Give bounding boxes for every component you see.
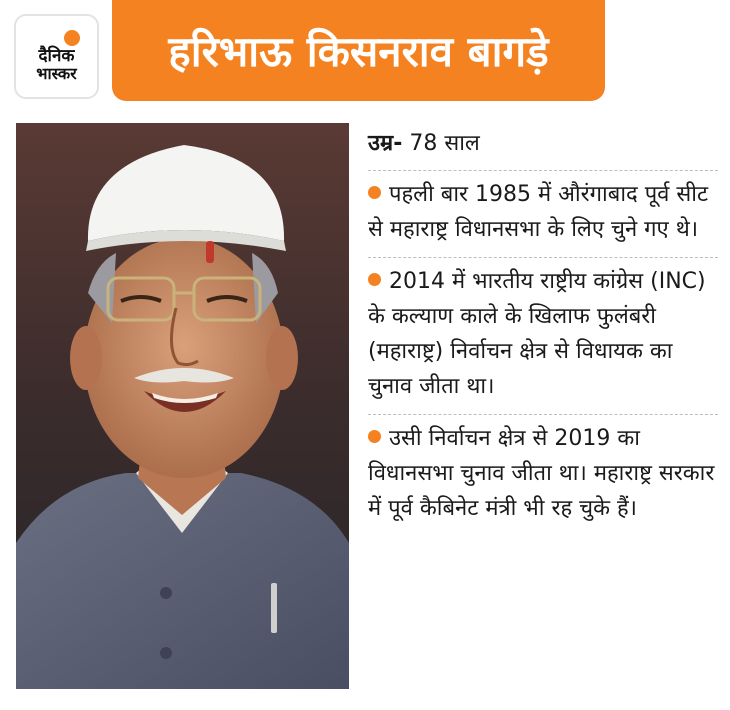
dainik-bhaskar-logo[interactable] bbox=[14, 14, 99, 99]
logo-text-line1: दैनिक bbox=[38, 46, 75, 67]
title-banner bbox=[112, 0, 605, 101]
sun-icon bbox=[64, 30, 80, 46]
fact-item bbox=[368, 415, 718, 536]
page-title: हरिभाऊ किसनराव बागड़े bbox=[168, 27, 549, 76]
bullet-icon bbox=[368, 430, 381, 443]
bullet-icon bbox=[368, 273, 381, 286]
logo-text-line2: भास्कर bbox=[36, 64, 77, 84]
info-panel bbox=[368, 124, 718, 536]
age-row bbox=[368, 124, 718, 170]
fact-text: उसी निर्वाचन क्षेत्र से 2019 का विधानसभा चुनाव जीता था। महाराष्ट्र सरकार में पूर्व कैबिनेट मंत्री भी रह चुके हैं। bbox=[368, 426, 715, 521]
fact-text: 2014 में भारतीय राष्ट्रीय कांग्रेस (INC) के कल्याण काले के खिलाफ फुलंबरी (महाराष्ट्र) निर्वाचन क्षेत्र से विधायक का चुनाव जीता था। bbox=[368, 269, 706, 399]
age-value: 78 साल bbox=[409, 131, 480, 156]
bullet-icon bbox=[368, 186, 381, 199]
age-label: उम्र- bbox=[368, 131, 403, 156]
fact-item bbox=[368, 171, 718, 257]
fact-text: पहली बार 1985 में औरंगाबाद पूर्व सीट से महाराष्ट्र विधानसभा के लिए चुने गए थे। bbox=[368, 182, 709, 242]
portrait-photo bbox=[16, 123, 349, 689]
portrait-illustration bbox=[16, 123, 349, 689]
fact-item bbox=[368, 258, 718, 414]
